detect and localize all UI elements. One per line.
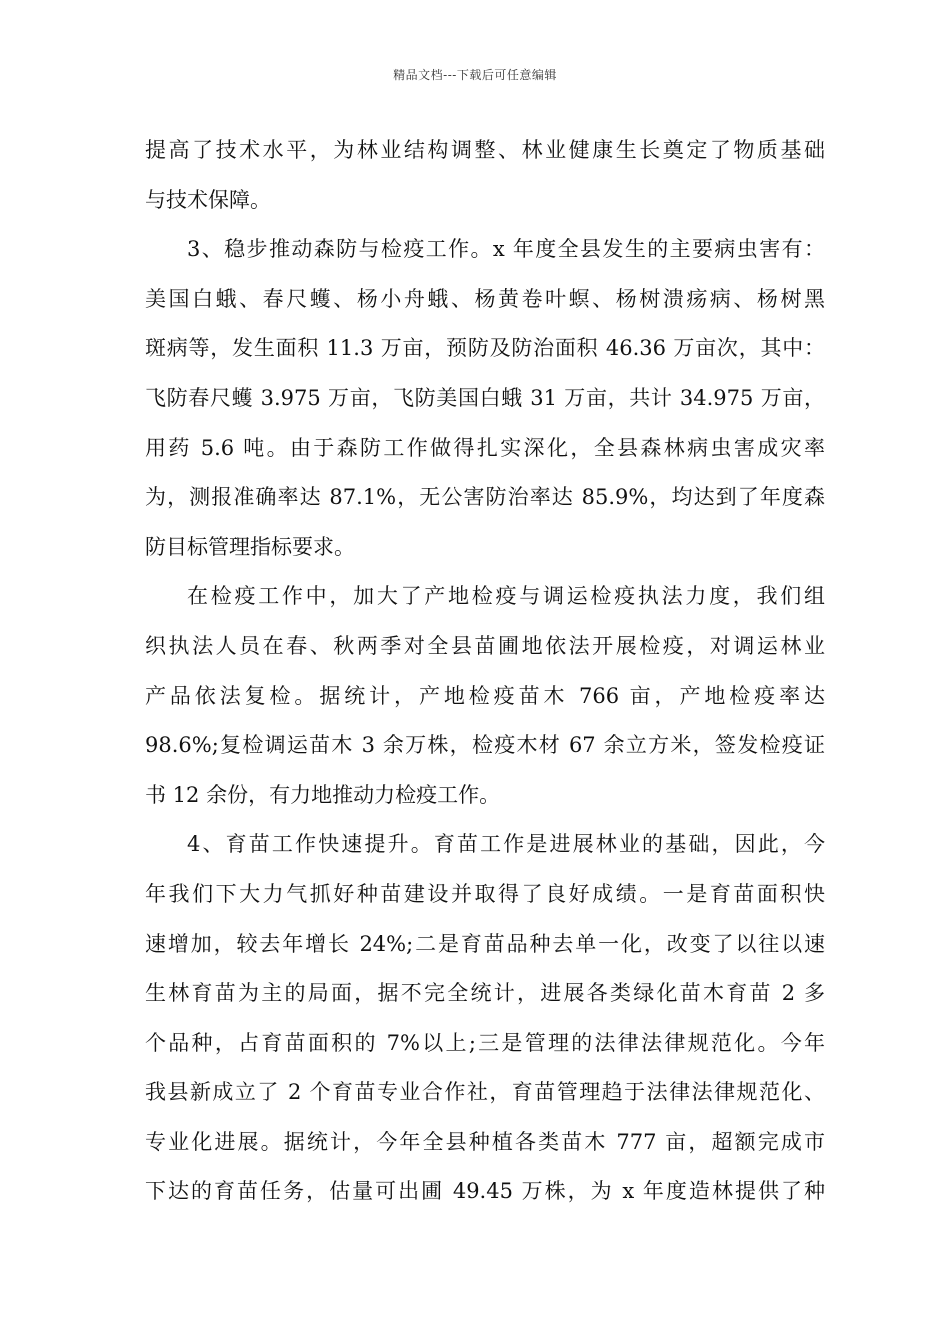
text-line: 防目标管理指标要求。 [145,534,355,559]
text-line: 专业化进展。据统计，今年全县种植各类苗木 777 亩，超额完成市 [145,1129,825,1154]
text-line: 飞防春尺蠖 3.975 万亩，飞防美国白蛾 31 万亩，共计 34.975 万亩， [145,385,825,410]
text-line: 下达的育苗任务，估量可出圃 49.45 万株，为 x 年度造林提供了种 [145,1179,825,1204]
text-line: 用药 5.6 吨。由于森防工作做得扎实深化，全县森林病虫害成灾率 [145,435,825,460]
text-line: 我县新成立了 2 个育苗专业合作社，育苗管理趋于法律法律规范化、 [145,1080,825,1105]
text-line: 年我们下大力气抓好种苗建设并取得了良好成绩。一是育苗面积快 [145,881,825,906]
document-body [145,126,825,1217]
text-line: 美国白蛾、春尺蠖、杨小舟蛾、杨黄卷叶螟、杨树溃疡病、杨树黑 [145,286,825,311]
text-line: 书 12 余份，有力地推动力检疫工作。 [145,782,501,807]
text-line: 与技术保障。 [145,187,271,212]
text-line: 织执法人员在春、秋两季对全县苗圃地依法开展检疫，对调运林业 [145,633,825,658]
text-line: 98.6%;复检调运苗木 3 余万株，检疫木材 67 余立方米，签发检疫证 [145,733,825,758]
text-line: 速增加，较去年增长 24%;二是育苗品种去单一化，改变了以往以速 [145,931,825,956]
paragraph-2 [145,225,825,572]
text-line: 3、稳步推动森防与检疫工作。x 年度全县发生的主要病虫害有： [187,237,825,262]
text-line: 为，测报准确率达 87.1%，无公害防治率达 85.9%，均达到了年度森 [145,485,825,510]
paragraph-3 [145,572,825,820]
paragraph-4 [145,820,825,1217]
text-line: 4、育苗工作快速提升。育苗工作是进展林业的基础，因此，今 [187,832,825,857]
paragraph-1 [145,126,825,225]
text-line: 在检疫工作中，加大了产地检疫与调运检疫执法力度，我们组 [187,584,825,609]
text-line: 斑病等，发生面积 11.3 万亩，预防及防治面积 46.36 万亩次，其中： [145,336,825,361]
page-header: 精品文档---下载后可任意编辑 [393,68,557,82]
text-line: 个品种，占育苗面积的 7%以上;三是管理的法律法律规范化。今年 [145,1030,825,1055]
text-line: 提高了技术水平，为林业结构调整、林业健康生长奠定了物质基础 [145,138,825,162]
text-line: 生林育苗为主的局面，据不完全统计，进展各类绿化苗木育苗 2 多 [145,981,825,1006]
text-line: 产品依法复检。据统计，产地检疫苗木 766 亩，产地检疫率达 [145,683,825,708]
